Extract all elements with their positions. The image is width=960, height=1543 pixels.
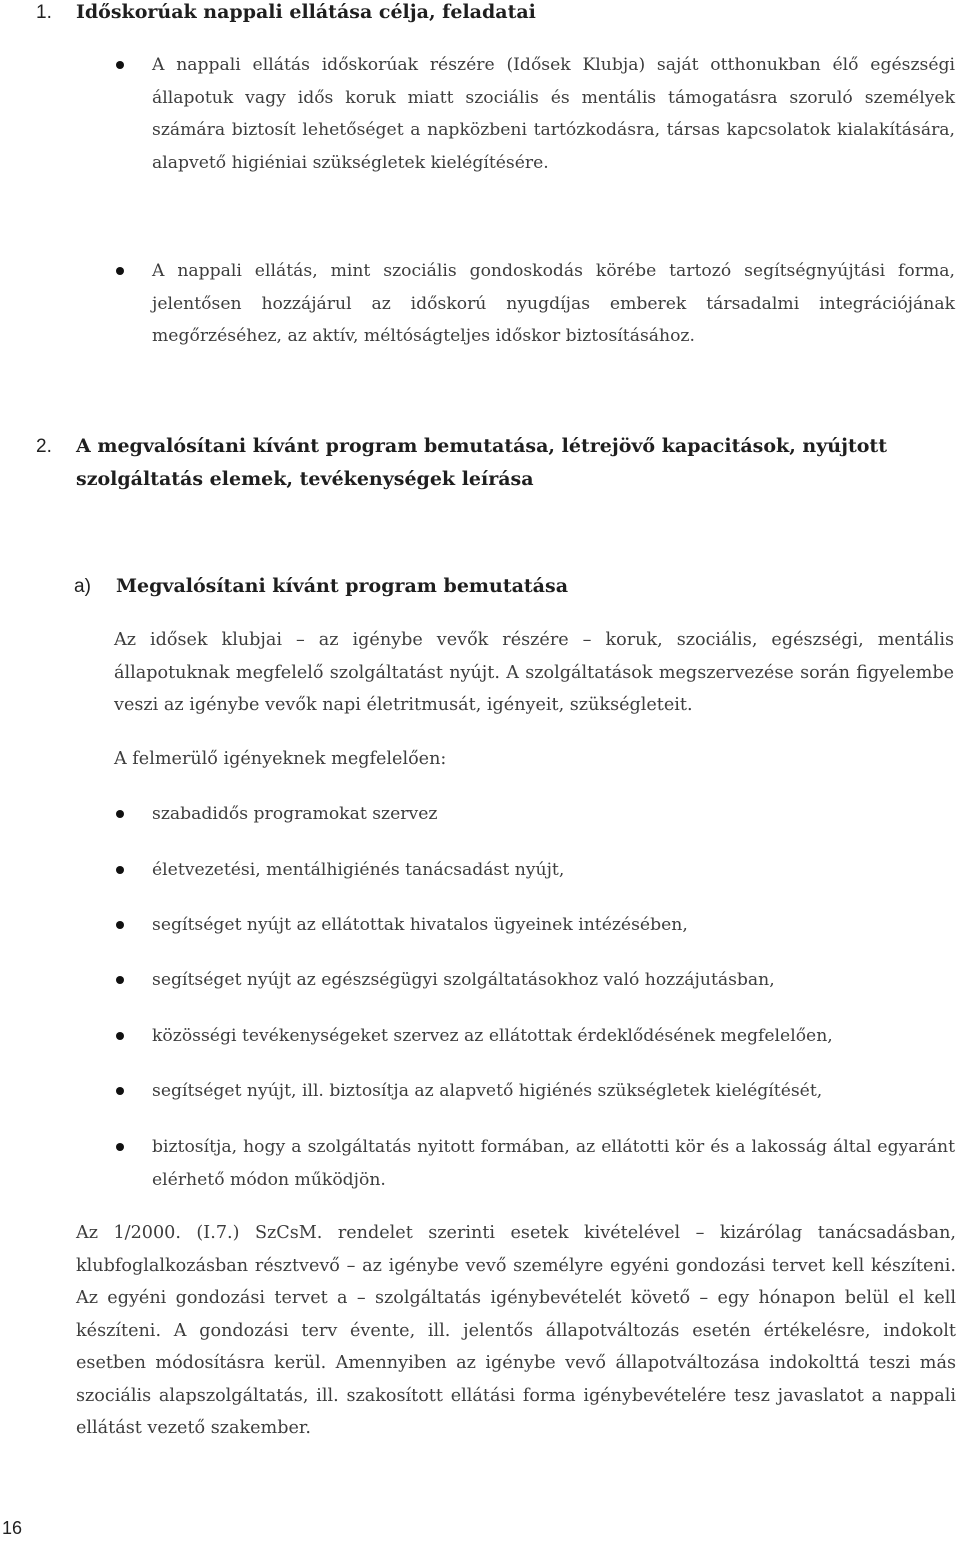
subsection-a-heading bbox=[74, 570, 568, 603]
bullet-icon bbox=[116, 1087, 124, 1095]
list-item-text: A nappali ellátás időskorúak részére (Idősek Klubja) saját otthonukban élő egészségi állapotuk vagy idős koruk miatt szociális és mentális támogatásra szoruló személyek számára biztosít lehetőséget a napközbeni tartózkodásra, társas kapcsolatok kialakítására, alapvető higiéniai szükségletek kielégítésére. bbox=[152, 55, 955, 173]
list-item-text: segítséget nyújt az egészségügyi szolgáltatásokhoz való hozzájutásban, bbox=[152, 970, 775, 990]
section-2-title-line-2: szolgáltatás elemek, tevékenységek leírása bbox=[76, 468, 534, 490]
list-item-text: segítséget nyújt az ellátottak hivatalos ügyeinek intézésében, bbox=[152, 915, 688, 935]
section-2-number: 2. bbox=[36, 436, 52, 457]
section-1-title: Időskorúak nappali ellátása célja, feladatai bbox=[76, 1, 536, 23]
list-item-text: életvezetési, mentálhigiénés tanácsadást nyújt, bbox=[152, 860, 565, 880]
subsection-a-paragraph-1: Az idősek klubjai – az igénybe vevők részére – koruk, szociális, egészségi, mentális állapotuknak megfelelő szolgáltatást nyújt. A szolgáltatások megszervezése során figyelembe veszi az igénybe vevők napi életritmusát, igényeit, szükségleteit. bbox=[114, 630, 954, 715]
list-item bbox=[152, 255, 955, 353]
subsection-a-title: Megvalósítani kívánt program bemutatása bbox=[116, 575, 569, 597]
bullet-icon bbox=[116, 1032, 124, 1040]
list-item bbox=[152, 1131, 955, 1196]
list-item bbox=[152, 1020, 955, 1053]
list-item bbox=[152, 1075, 955, 1108]
subsection-a-paragraph-2: A felmerülő igényeknek megfelelően: bbox=[114, 749, 447, 769]
bullet-icon bbox=[116, 61, 124, 69]
subsection-a-label: a) bbox=[74, 576, 91, 597]
list-item bbox=[152, 798, 955, 831]
list-item-text: közösségi tevékenységeket szervez az ellátottak érdeklődésének megfelelően, bbox=[152, 1026, 833, 1046]
bullet-icon bbox=[116, 976, 124, 984]
bullet-icon bbox=[116, 267, 124, 275]
section-1-number: 1. bbox=[36, 2, 52, 23]
page-number: 16 bbox=[2, 1518, 23, 1538]
bullet-icon bbox=[116, 921, 124, 929]
list-item-text: szabadidős programokat szervez bbox=[152, 804, 438, 824]
list-item-text: biztosítja, hogy a szolgáltatás nyitott formában, az ellátotti kör és a lakosság által egyaránt elérhető módon működjön. bbox=[152, 1137, 955, 1190]
subsection-a-paragraph-3: Az 1/2000. (I.7.) SzCsM. rendelet szerinti esetek kivételével – kizárólag tanácsadásban, klubfoglalkozásban résztvevő – az igénybe vevő személyre egyéni gondozási tervet kell készíteni. Az egyéni gondozási tervet a – szolgáltatás igénybevételét követő – egy hónapon belül el kell készíteni. A gondozási terv évente, ill. jelentős állapotváltozás esetén értékelésre, indokolt esetben módosításra kerül. Amennyiben az igénybe vevő állapotváltozása indokolttá teszi más szociális alapszolgáltatás, ill. szakosított ellátási forma igénybevételére tesz javaslatot a nappali ellátást vezető szakember. bbox=[76, 1223, 956, 1438]
bullet-icon bbox=[116, 810, 124, 818]
section-2-title-line-1: A megvalósítani kívánt program bemutatása, létrejövő kapacitások, nyújtott bbox=[76, 435, 887, 457]
bullet-icon bbox=[116, 1143, 124, 1151]
list-item-text: A nappali ellátás, mint szociális gondoskodás körébe tartozó segítségnyújtási forma, jelentősen hozzájárul az időskorú nyugdíjas emberek társadalmi integrációjának megőrzéséhez, az aktív, méltóságteljes időskor biztosításához. bbox=[152, 261, 955, 346]
list-item bbox=[152, 854, 955, 887]
section-1-heading bbox=[36, 0, 536, 29]
list-item bbox=[152, 964, 955, 997]
list-item bbox=[152, 909, 955, 942]
list-item bbox=[152, 49, 955, 179]
list-item-text: segítséget nyújt, ill. biztosítja az alapvető higiénés szükségletek kielégítését, bbox=[152, 1081, 823, 1101]
bullet-icon bbox=[116, 866, 124, 874]
section-2-heading bbox=[36, 430, 920, 495]
